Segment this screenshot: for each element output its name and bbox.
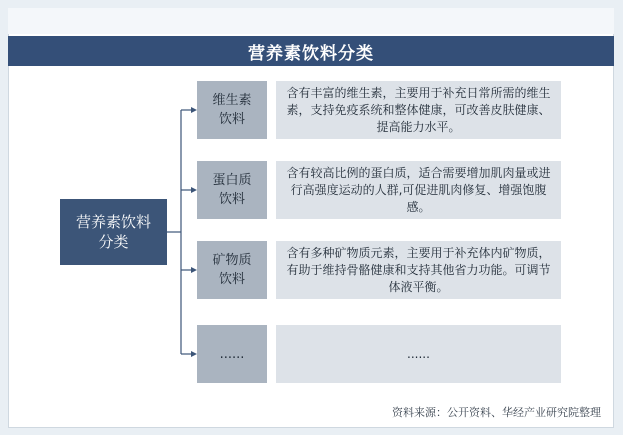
category-node-mineral: 矿物质饮料 xyxy=(197,241,267,299)
category-node-more: ...... xyxy=(197,325,267,383)
diagram-title: 营养素饮料分类 xyxy=(8,36,614,66)
category-node-protein: 蛋白质饮料 xyxy=(197,161,267,219)
description-node-protein: 含有较高比例的蛋白质，适合需要增加肌肉量或进行高强度运动的人群,可促进肌肉修复、增强饱腹感。 xyxy=(276,161,561,219)
source-note: 资料来源：公开资料、华经产业研究院整理 xyxy=(392,406,601,419)
description-node-mineral: 含有多种矿物质元素，主要用于补充体内矿物质，有助于维持骨骼健康和支持其他省力功能。可调节体液平衡。 xyxy=(276,241,561,299)
description-node-more: ...... xyxy=(276,325,561,383)
root-node: 营养素饮料分类 xyxy=(60,199,167,265)
category-node-vitamin: 维生素饮料 xyxy=(197,81,267,139)
description-node-vitamin: 含有丰富的维生素，主要用于补充日常所需的维生素，支持免疫系统和整体健康，可改善皮肤健康、提高能力水平。 xyxy=(276,81,561,139)
